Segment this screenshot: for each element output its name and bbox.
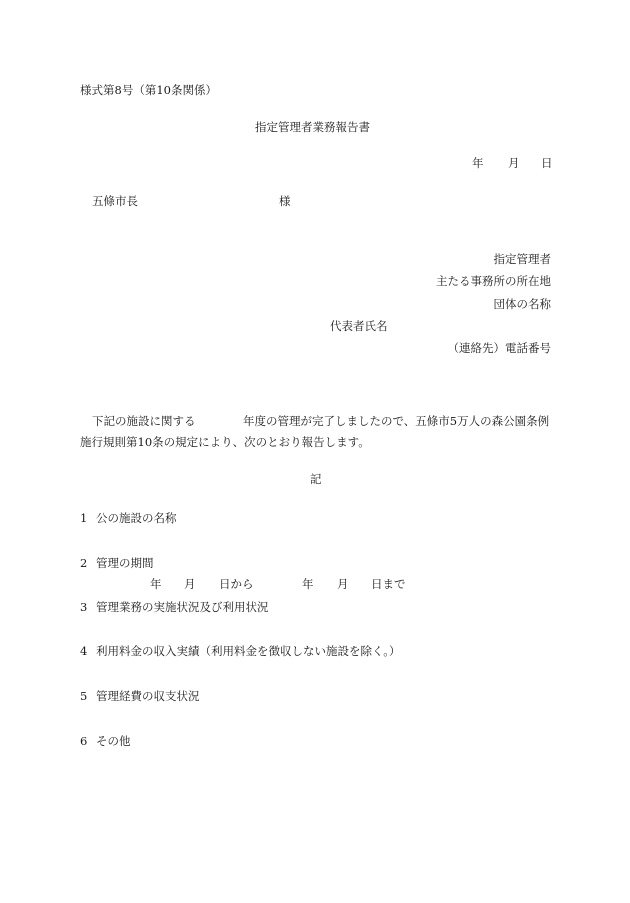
- item-4-label: 利用料金の収入実績（利用料金を徴収しない施設を除く。）: [96, 644, 401, 658]
- period-to-day: 日まで: [371, 577, 406, 591]
- period-from-year: 年: [150, 577, 162, 591]
- date-month: 月: [508, 156, 520, 170]
- form-number: 様式第8号（第10条関係）: [80, 83, 217, 97]
- item-2-label: 管理の期間: [96, 556, 154, 570]
- organization-name-label: 団体の名称: [493, 297, 551, 311]
- item-3-number: 3: [80, 600, 88, 614]
- period-from-month: 月: [184, 577, 196, 591]
- item-2-number: 2: [80, 556, 88, 570]
- addressee-name: 五條市長: [92, 194, 138, 208]
- body-line1-part1: 下記の施設に関する: [92, 414, 196, 428]
- addressee-honorific: 様: [279, 194, 291, 208]
- item-6-number: 6: [80, 734, 88, 748]
- item-3-label: 管理業務の実施状況及び利用状況: [96, 600, 269, 614]
- body-line2: 施行規則第10条の規定により、次のとおり報告します。: [80, 435, 370, 449]
- office-location-label: 主たる事務所の所在地: [436, 274, 551, 288]
- item-6-label: その他: [96, 734, 131, 748]
- document-title: 指定管理者業務報告書: [255, 120, 370, 134]
- designated-manager-label: 指定管理者: [493, 252, 551, 266]
- date-day: 日: [541, 156, 553, 170]
- period-from-day: 日から: [219, 577, 254, 591]
- item-1-number: 1: [80, 511, 88, 525]
- item-1-label: 公の施設の名称: [96, 511, 177, 525]
- period-to-year: 年: [302, 577, 314, 591]
- date-year: 年: [472, 156, 484, 170]
- item-4-number: 4: [80, 644, 88, 658]
- phone-label: （連絡先）電話番号: [447, 341, 551, 355]
- body-line1-part2: 年度の管理が完了しましたので、五條市5万人の森公園条例: [243, 414, 550, 428]
- period-to-month: 月: [337, 577, 349, 591]
- ki-heading: 記: [310, 472, 322, 486]
- item-5-label: 管理経費の収支状況: [96, 689, 200, 703]
- item-5-number: 5: [80, 689, 88, 703]
- representative-label: 代表者氏名: [330, 319, 388, 333]
